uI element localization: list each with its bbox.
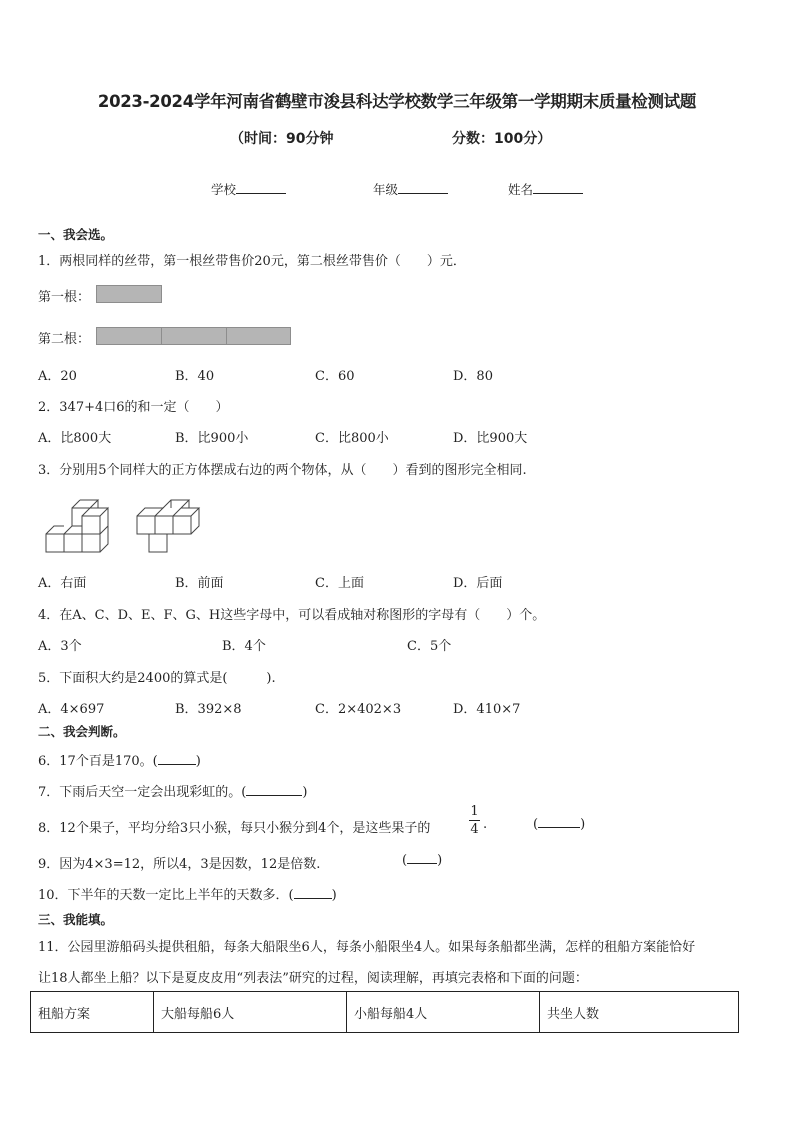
table-header-cell: 共坐人数 — [540, 992, 739, 1033]
question-6 — [38, 750, 201, 769]
ribbon-2-segment-divider — [226, 328, 227, 344]
ribbon-2-label: 第二根： — [38, 332, 91, 347]
question-5: 5．下面积大约是2400的算式是( ). — [38, 671, 276, 686]
q4-option-a[interactable]: A．3个 — [38, 639, 82, 654]
answer-blank[interactable] — [294, 898, 332, 899]
table-header-cell: 租船方案 — [31, 992, 154, 1033]
question-11-line-2: 让18人都坐上船？以下是夏皮皮用“列表法”研究的过程，阅读理解，再填完表格和下面的问题： — [38, 971, 588, 986]
q3-option-a[interactable]: A．右面 — [38, 576, 87, 591]
section-1-heading: 一、我会选。 — [38, 227, 114, 242]
question-3: 3．分别用5个同样大的正方体摆成右边的两个物体，从（ ）看到的图形完全相同. — [38, 463, 527, 478]
ribbon-2-segment-divider — [161, 328, 162, 344]
bracket-close: ) — [195, 754, 201, 769]
school-field[interactable] — [211, 180, 286, 198]
bracket-open: ( — [533, 817, 539, 832]
q5-option-d[interactable]: D．410×7 — [453, 702, 521, 717]
ribbon-2-bar — [96, 327, 291, 345]
bracket-open: ( — [402, 853, 408, 868]
question-1: 1．两根同样的丝带，第一根丝带售价20元，第二根丝带售价（ ）元． — [38, 254, 466, 269]
question-8-text: 8．12个果子，平均分给3只小猴，每只小猴分到4个，是这些果子的 — [38, 821, 431, 836]
q4-option-c[interactable]: C．5个 — [407, 639, 452, 654]
answer-blank[interactable] — [407, 863, 437, 864]
question-10 — [38, 884, 337, 903]
q1-option-a[interactable]: A．20 — [38, 369, 77, 384]
q5-option-b[interactable]: B．392×8 — [175, 702, 242, 717]
question-8-answer — [533, 817, 585, 832]
q4-option-b[interactable]: B．4个 — [222, 639, 266, 654]
q2-option-c[interactable]: C．比800小 — [315, 431, 389, 446]
q2-option-a[interactable]: A．比800大 — [38, 431, 112, 446]
q2-option-b[interactable]: B．比900小 — [175, 431, 249, 446]
q5-option-a[interactable]: A．4×697 — [38, 702, 105, 717]
question-6-text: 6．17个百是170。( — [38, 754, 158, 769]
q1-option-b[interactable]: B．40 — [175, 369, 215, 384]
question-8-end: . — [483, 817, 488, 832]
table-header-row — [31, 992, 739, 1033]
q2-option-d[interactable]: D．比900大 — [453, 431, 528, 446]
answer-blank[interactable] — [246, 795, 302, 796]
name-label: 姓名 — [508, 182, 534, 197]
fraction-one-quarter — [469, 804, 480, 837]
q3-option-b[interactable]: B．前面 — [175, 576, 224, 591]
question-7 — [38, 781, 307, 800]
answer-blank[interactable] — [538, 827, 580, 828]
cube-figure-1 — [44, 498, 110, 556]
grade-label: 年级 — [373, 182, 399, 197]
exam-time: （时间：90分钟 — [230, 131, 334, 147]
table-header-cell: 大船每船6人 — [154, 992, 347, 1033]
boat-plan-table — [30, 991, 739, 1033]
q1-option-c[interactable]: C．60 — [315, 369, 355, 384]
question-11-line-1: 11．公园里游船码头提供租船，每条大船限坐6人，每条小船限坐4人。如果每条船都坐满，怎样的租船方案能恰好 — [38, 940, 696, 955]
q3-option-d[interactable]: D．后面 — [453, 576, 503, 591]
bracket-close: ) — [302, 785, 308, 800]
answer-blank[interactable] — [158, 764, 196, 765]
exam-score: 分数：100分） — [452, 131, 552, 147]
q5-option-c[interactable]: C．2×402×3 — [315, 702, 402, 717]
q1-option-d[interactable]: D．80 — [453, 369, 493, 384]
question-4: 4．在A、C、D、E、F、G、H这些字母中，可以看成轴对称图形的字母有（ ）个。 — [38, 608, 546, 623]
question-10-text: 10．下半年的天数一定比上半年的天数多．( — [38, 888, 294, 903]
question-9-text: 9．因为4×3=12，所以4，3是因数，12是倍数. — [38, 857, 321, 872]
fraction-denominator: 4 — [470, 822, 479, 837]
q3-option-c[interactable]: C．上面 — [315, 576, 364, 591]
bracket-close: ) — [580, 817, 586, 832]
section-3-heading: 三、我能填。 — [38, 912, 114, 927]
school-label: 学校 — [211, 182, 237, 197]
question-9-answer — [402, 853, 442, 868]
section-2-heading: 二、我会判断。 — [38, 724, 126, 739]
grade-field[interactable] — [373, 180, 448, 198]
fraction-numerator: 1 — [470, 804, 479, 819]
page-title: 2023-2024学年河南省鹤壁市浚县科达学校数学三年级第一学期期末质量检测试题 — [97, 92, 697, 111]
question-2: 2．347+4口6的和一定（ ） — [38, 400, 229, 415]
table-header-cell: 小船每船4人 — [347, 992, 540, 1033]
ribbon-1-label: 第一根： — [38, 290, 91, 305]
bracket-close: ) — [331, 888, 337, 903]
cube-figure-2 — [135, 498, 207, 556]
question-7-text: 7．下雨后天空一定会出现彩虹的。( — [38, 785, 247, 800]
name-field[interactable] — [508, 180, 583, 198]
ribbon-1-bar — [96, 285, 162, 303]
bracket-close: ) — [437, 853, 443, 868]
